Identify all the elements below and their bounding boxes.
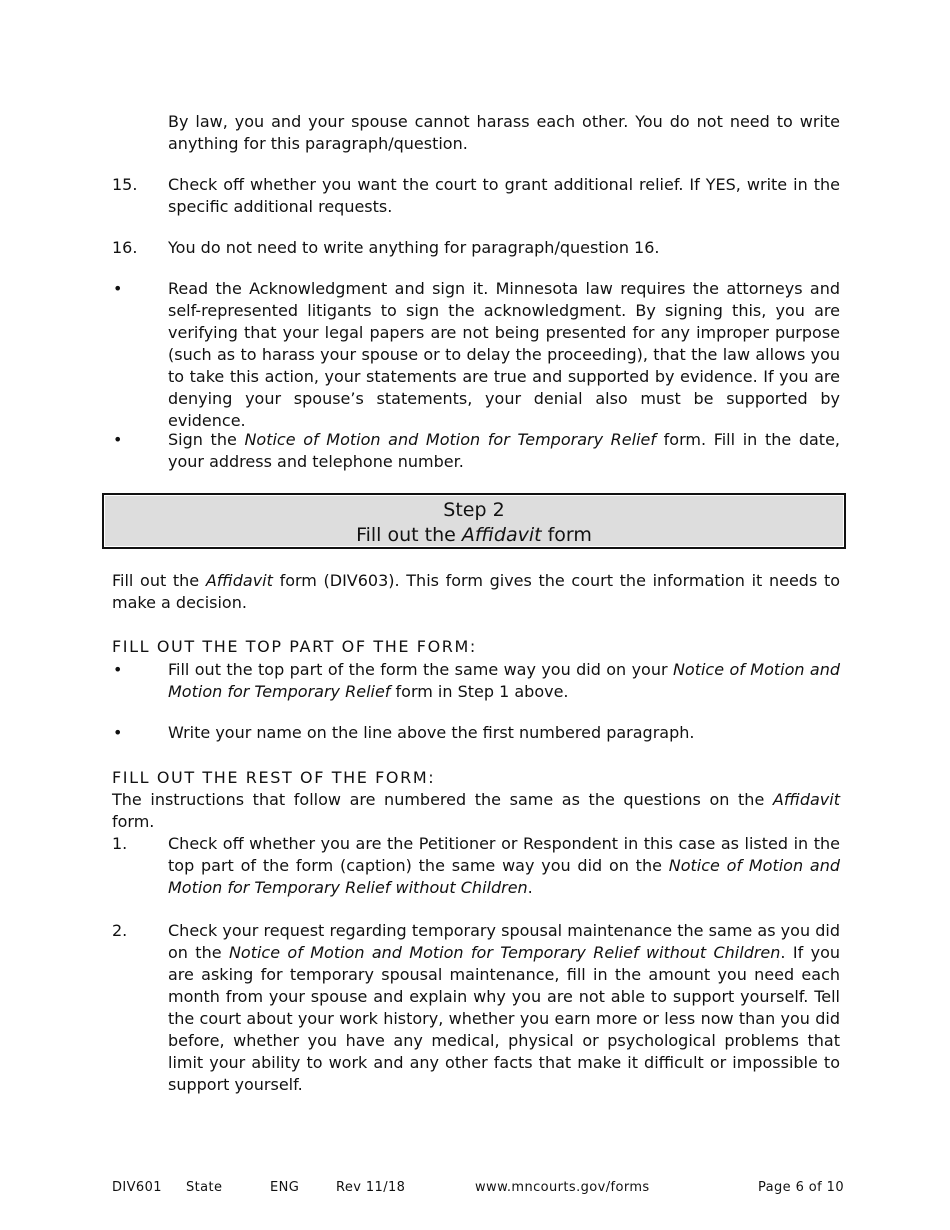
top-part-bullet-1-symbol: • [113, 660, 123, 679]
bullet-acknowledgment-symbol: • [113, 279, 123, 298]
footer-form-code: DIV601 [112, 1180, 162, 1195]
bullet-sign-notice-symbol: • [113, 430, 123, 449]
top-part-bullet-1-text: Fill out the top part of the form the same way you did on your Notice of Motion and Motion for Temporary Relief form in Step 1 above. [168, 660, 841, 701]
footer-jurisdiction: State [186, 1180, 223, 1195]
footer-url[interactable]: www.mncourts.gov/forms [475, 1180, 650, 1195]
affidavit-item-2-number: 2. [112, 921, 128, 940]
step-title: Fill out the Affidavit form [356, 524, 592, 546]
footer-page-number: Page 6 of 10 [758, 1180, 845, 1195]
bullet-acknowledgment-text: Read the Acknowledgment and sign it. Minnesota law requires the attorneys and self-represented litigants to sign the acknowledgment. By signing this, you are verifying that your legal papers are not being presented for any improper purpose (such as to harass your spouse or to delay the proceeding), that the law allows you to take this action, your statements are true and supported by evidence. If you are denying your spouse’s statements, your denial also must be supported by evidence. [168, 279, 840, 430]
top-part-bullet-2-symbol: • [113, 723, 123, 742]
affidavit-item-1-number: 1. [112, 834, 128, 853]
footer-revision: Rev 11/18 [336, 1180, 406, 1195]
intro-paragraph: By law, you and your spouse cannot harass each other. You do not need to write anything for this paragraph/question. [168, 112, 840, 153]
rest-part-heading: FILL OUT THE REST OF THE FORM: [112, 768, 436, 787]
footer-language: ENG [270, 1180, 300, 1195]
rest-part-description: The instructions that follow are numbered the same as the questions on the Affidavit form. [112, 790, 840, 831]
top-part-bullet-2-text: Write your name on the line above the first numbered paragraph. [168, 723, 695, 742]
bullet-sign-notice-text: Sign the Notice of Motion and Motion for Temporary Relief form. Fill in the date, your address and telephone number. [168, 430, 841, 471]
affidavit-item-1-text: Check off whether you are the Petitioner or Respondent in this case as listed in the top part of the form (caption) the same way you did on the Notice of Motion and Motion for Temporary Relief without Children. [168, 834, 840, 897]
item-15-number: 15. [112, 175, 138, 194]
step-2-heading-box [102, 493, 846, 549]
item-16-number: 16. [112, 238, 138, 257]
item-16-text: You do not need to write anything for paragraph/question 16. [168, 238, 660, 257]
affidavit-item-2-text: Check your request regarding temporary spousal maintenance the same as you did on the Notice of Motion and Motion for Temporary Relief without Children. If you are asking for temporary spousal maintenance, fill in the amount you need each month from your spouse and explain why you are not able to support yourself. Tell the court about your work history, whether you earn more or less now than you did before, whether you have any medical, physical or psychological problems that limit your ability to work and any other facts that make it difficult or impossible to support yourself. [168, 921, 841, 1094]
top-part-heading: FILL OUT THE TOP PART OF THE FORM: [112, 637, 477, 656]
step-number: Step 2 [443, 499, 505, 521]
affidavit-intro-paragraph: Fill out the Affidavit form (DIV603). This form gives the court the information it needs to make a decision. [112, 571, 840, 612]
item-15-text: Check off whether you want the court to grant additional relief. If YES, write in the specific additional requests. [168, 175, 840, 216]
